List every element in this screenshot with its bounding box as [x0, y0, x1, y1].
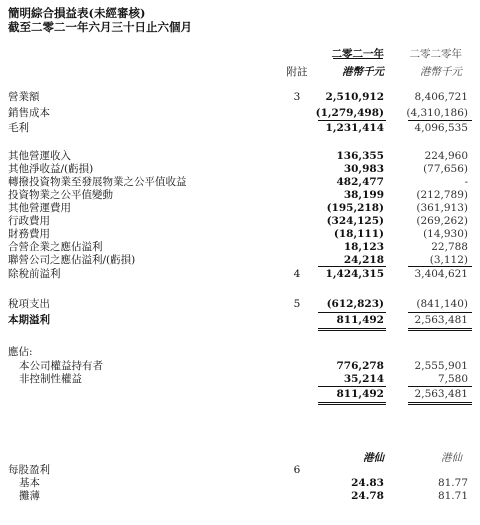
total-double-line-current — [318, 404, 386, 405]
subtotal-line-current — [318, 386, 386, 387]
eps-row: 每股盈利 6 — [8, 464, 301, 476]
total-double-line-prior — [408, 330, 472, 331]
subtotal-line-current — [318, 266, 386, 267]
header-prior-year: 二零二零年 — [409, 48, 462, 60]
header-current-unit: 港幣千元 — [342, 66, 384, 78]
table-row: 除稅前溢利 4 1,424,315 3,404,621 — [8, 268, 468, 280]
eps-row: 基本 24.83 81.77 — [19, 477, 468, 489]
table-row: 聯營公司之應佔溢利/(虧損) 24,218 (3,112) — [8, 254, 468, 266]
table-row: 財務費用 (18,111) (14,930) — [8, 228, 468, 240]
subtotal-line-current — [318, 120, 386, 121]
subtotal-line-prior — [408, 266, 472, 267]
table-row: 應佔: — [8, 346, 33, 358]
table-row: 營業額 3 2,510,912 8,406,721 — [8, 91, 468, 103]
total-double-line-prior — [408, 402, 472, 403]
subtotal-line-current — [318, 312, 386, 313]
table-row: 本期溢利 811,492 2,563,481 — [8, 314, 468, 326]
table-row: 稅項支出 5 (612,823) (841,140) — [8, 298, 468, 310]
table-row: 其他營運費用 (195,218) (361,913) — [8, 202, 468, 214]
table-row: 非控制性權益 35,214 7,580 — [19, 373, 468, 385]
header-prior-unit: 港幣千元 — [420, 66, 462, 78]
table-row: 811,492 2,563,481 — [336, 388, 468, 400]
table-row: 投資物業之公平值變動 38,199 (212,789) — [8, 189, 468, 201]
table-row: 合營企業之應佔溢利 18,123 22,788 — [8, 241, 468, 253]
subtotal-line-prior — [408, 386, 472, 387]
table-row: 行政費用 (324,125) (269,262) — [8, 215, 468, 227]
table-row: 本公司權益持有者 776,278 2,555,901 — [19, 360, 468, 372]
total-double-line-prior — [408, 404, 472, 405]
eps-unit-current: 港仙 — [363, 452, 384, 464]
table-row: 其他淨收益/(虧損) 30,983 (77,656) — [8, 163, 468, 175]
statement-period: 截至二零二一年六月三十日止六個月 — [8, 20, 192, 34]
eps-row: 攤薄 24.78 81.71 — [19, 490, 468, 502]
table-row: 毛利 1,231,414 4,096,535 — [8, 122, 468, 134]
total-double-line-current — [318, 402, 386, 403]
header-underline-current — [333, 58, 383, 59]
table-row: 銷售成本 (1,279,498) (4,310,186) — [8, 107, 468, 119]
statement-title: 簡明綜合損益表(未經審核) — [8, 6, 146, 20]
total-double-line-current — [318, 328, 386, 329]
total-double-line-current — [318, 330, 386, 331]
subtotal-line-prior — [408, 312, 472, 313]
total-double-line-prior — [408, 328, 472, 329]
table-row: 其他營運收入 136,355 224,960 — [8, 150, 468, 162]
subtotal-line-prior — [408, 120, 472, 121]
eps-unit-prior: 港仙 — [441, 452, 462, 464]
header-note: 附註 — [286, 66, 308, 78]
header-current-year: 二零二一年 — [331, 48, 384, 60]
table-row: 轉撥投資物業至發展物業之公平值收益 482,477 - — [8, 176, 468, 188]
